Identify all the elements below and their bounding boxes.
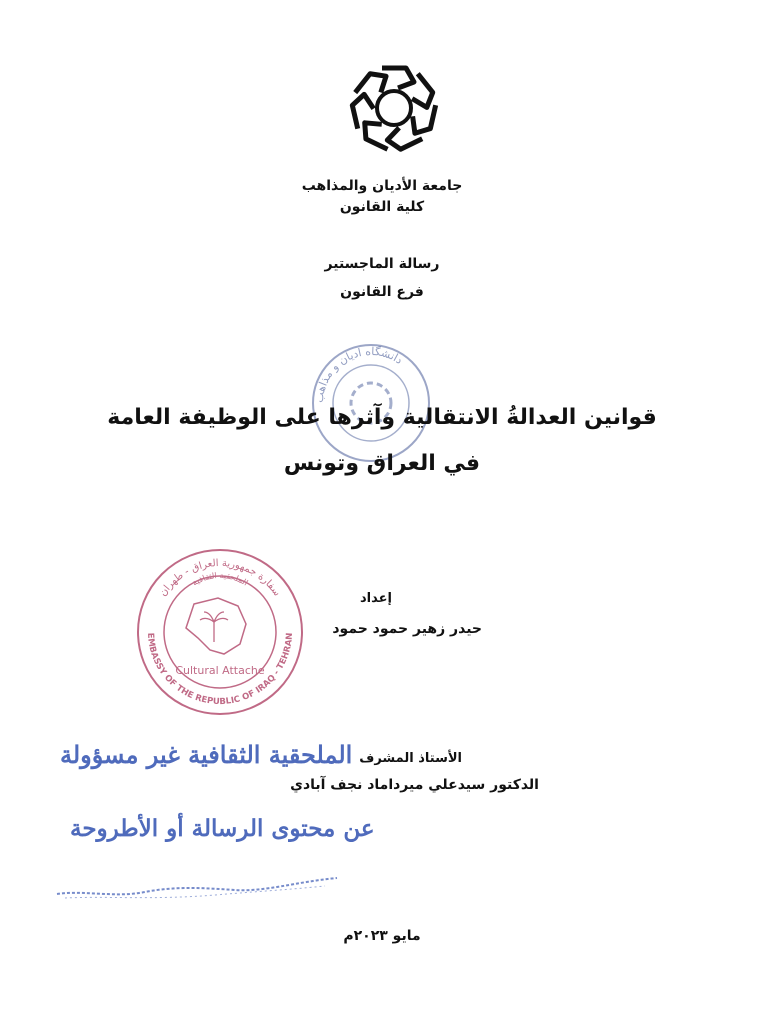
attache-disclaimer-line2: عن محتوى الرسالة أو الأطروحة [70, 815, 375, 842]
svg-text:دانشگاه ادیان و مذاهب [313, 345, 405, 403]
attache-disclaimer-line1: الملحقية الثقافية غير مسؤولة [60, 740, 353, 769]
department-name: فرع القانون [340, 284, 424, 300]
embassy-arabic-sub-text: الملحقية الثقافية [190, 570, 250, 588]
palm-tree-icon [200, 612, 228, 642]
university-seal-text: دانشگاه ادیان و مذاهب [312, 344, 406, 404]
iraq-map-icon [186, 598, 246, 654]
supervisor-name: الدكتور سيدعلي ميرداماد نجف آبادي [290, 777, 539, 793]
prepared-by-label: إعداد [360, 591, 392, 606]
author-name: حيدر زهير حمود حمود [332, 621, 482, 637]
university-name: جامعة الأديان والمذاهب [301, 178, 463, 194]
university-logo [344, 58, 444, 158]
embassy-arabic-text: سفارة جمهورية العراق - طهران [157, 557, 283, 599]
embassy-english-text: EMBASSY OF THE REPUBLIC OF IRAQ - TEHRAN [144, 632, 296, 708]
faculty-name: كلية القانون [339, 199, 425, 215]
svg-text:الملحقية الثقافية [191, 571, 250, 588]
thesis-title-line1: قوانين العدالةُ الانتقالية وآثرها على الوظيفة العامة [107, 405, 657, 430]
thesis-type: رسالة الماجستير [324, 256, 440, 272]
supervisor-label: الأستاذ المشرف [359, 751, 462, 766]
university-seal-stamp [308, 340, 434, 466]
cultural-attache-text: Cultural Attache [175, 664, 265, 677]
blue-ink-scribble [55, 868, 340, 908]
embassy-stamp [134, 546, 306, 718]
submission-date: مايو ٢٠٢٣م [343, 928, 421, 944]
thesis-title-line2: في العراق وتونس [283, 451, 481, 476]
